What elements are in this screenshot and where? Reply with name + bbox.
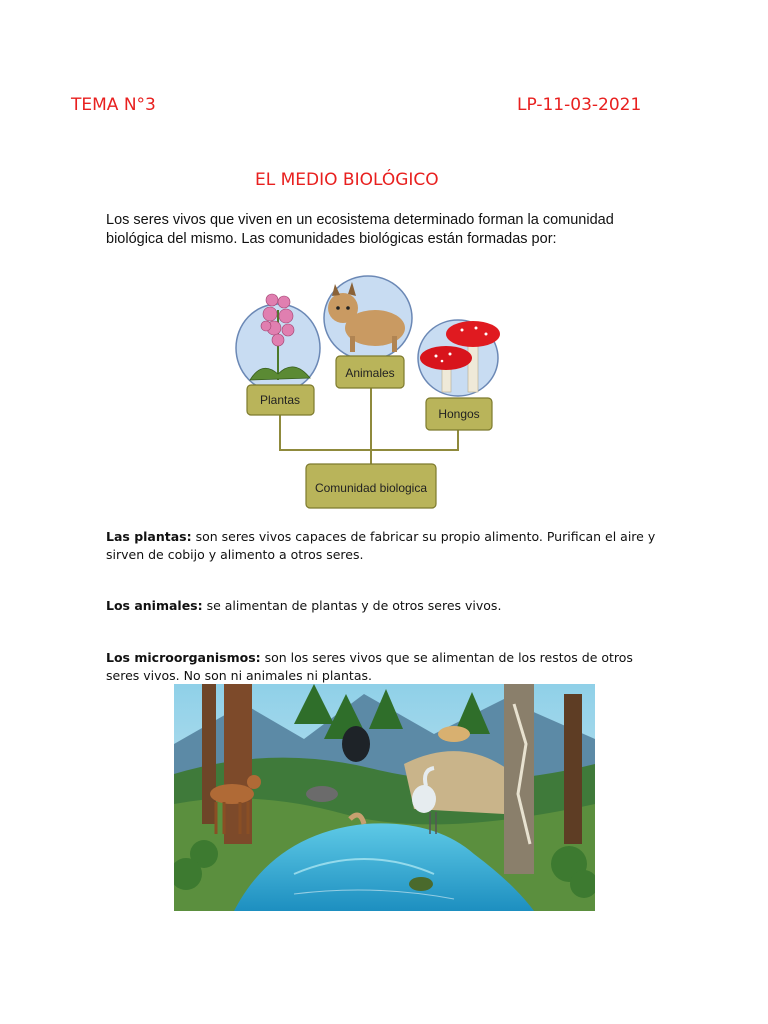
plants-paragraph xyxy=(106,528,666,564)
topic-number: TEMA N°3 xyxy=(71,95,156,115)
plants-term: Las plantas: xyxy=(106,529,192,544)
intro-paragraph: Los seres vivos que viven en un ecosistema determinado forman la comunidad biológica del mismo. Las comunidades biológicas están formadas por: xyxy=(106,212,614,247)
microorganisms-text: son los seres vivos que se alimentan de los restos de otros seres vivos. No son ni animales ni plantas. xyxy=(106,650,633,683)
animals-term: Los animales: xyxy=(106,598,203,613)
fungi-label: Hongos xyxy=(438,407,480,421)
animals-label: Animales xyxy=(345,366,395,380)
mushroom-illustration xyxy=(418,320,500,396)
lynx-illustration xyxy=(324,276,412,360)
ecosystem-illustration xyxy=(174,684,595,911)
plants-box xyxy=(247,385,314,415)
microorganisms-term: Los microorganismos: xyxy=(106,650,261,665)
community-diagram xyxy=(230,270,510,515)
plants-label: Plantas xyxy=(259,393,301,407)
plant-illustration xyxy=(236,294,320,392)
page-title: EL MEDIO BIOLÓGICO xyxy=(255,170,439,190)
community-label: Comunidad biologica xyxy=(314,481,428,495)
plants-text: son seres vivos capaces de fabricar su propio alimento. Purifican el aire y sirven de cobijo y alimento a otros seres. xyxy=(106,529,656,562)
document-code: LP-11-03-2021 xyxy=(517,95,642,115)
animals-paragraph xyxy=(106,597,666,615)
microorganisms-paragraph xyxy=(106,649,666,685)
community-box xyxy=(306,464,436,508)
animals-box xyxy=(336,356,404,388)
animals-text: se alimentan de plantas y de otros seres vivos. xyxy=(202,598,502,613)
fungi-box xyxy=(426,398,492,430)
